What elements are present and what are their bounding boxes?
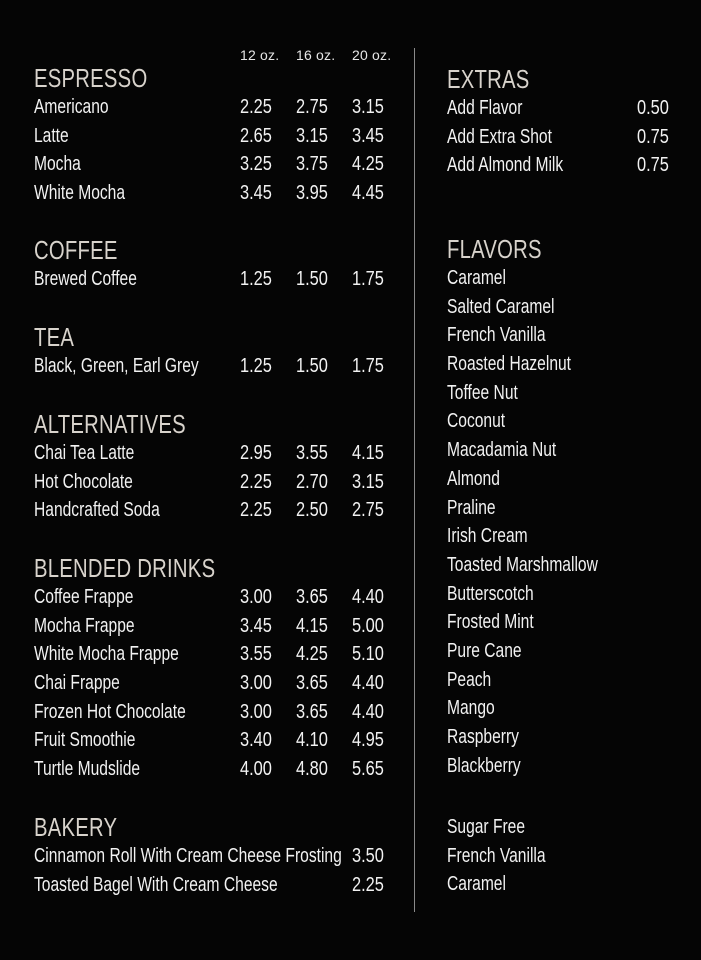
menu-item bbox=[34, 698, 394, 727]
price-12oz: 3.25 bbox=[240, 153, 272, 176]
item-name: Fruit Smoothie bbox=[34, 729, 136, 752]
item-name: Toffee Nut bbox=[447, 381, 518, 404]
section-title: BLENDED DRINKS bbox=[34, 553, 216, 583]
item-list bbox=[447, 813, 677, 899]
section-title: COFFEE bbox=[34, 235, 118, 265]
menu-item bbox=[447, 870, 677, 899]
item-name: Chai Tea Latte bbox=[34, 442, 135, 464]
menu-item bbox=[447, 264, 677, 293]
price-20oz: 4.40 bbox=[352, 700, 384, 723]
menu-item bbox=[34, 93, 394, 122]
section-blended-drinks bbox=[34, 553, 394, 784]
price-12oz: 2.95 bbox=[240, 442, 272, 464]
price-16oz: 3.95 bbox=[296, 182, 328, 205]
item-name: Blackberry bbox=[447, 754, 521, 777]
price-16oz: 2.50 bbox=[296, 499, 328, 522]
item-name: Toasted Bagel With Cream Cheese bbox=[34, 873, 278, 896]
item-name: Toasted Marshmallow bbox=[447, 553, 598, 576]
price-20oz: 4.15 bbox=[352, 442, 384, 464]
menu-item bbox=[34, 265, 394, 294]
price-12oz: 3.40 bbox=[240, 729, 272, 752]
size-16oz: 16 oz. bbox=[296, 47, 336, 63]
price-20oz: 3.15 bbox=[352, 96, 384, 118]
item-list bbox=[34, 439, 394, 525]
price-12oz: 2.25 bbox=[240, 470, 272, 493]
menu-item bbox=[447, 436, 677, 465]
price-20oz: 4.95 bbox=[352, 729, 384, 752]
item-name: Brewed Coffee bbox=[34, 268, 137, 290]
price-20oz: 4.25 bbox=[352, 153, 384, 176]
item-name: Praline bbox=[447, 496, 496, 519]
price-16oz: 3.75 bbox=[296, 153, 328, 176]
section-coffee bbox=[34, 235, 394, 294]
item-list bbox=[34, 583, 394, 784]
menu-item bbox=[447, 637, 677, 666]
item-price: 2.25 bbox=[352, 873, 384, 896]
section-title: BAKERY bbox=[34, 812, 118, 842]
section-title: EXTRAS bbox=[447, 64, 530, 94]
price-12oz: 3.00 bbox=[240, 586, 272, 608]
item-name: Hot Chocolate bbox=[34, 470, 133, 493]
item-name: Salted Caramel bbox=[447, 295, 555, 318]
section-alternatives bbox=[34, 409, 394, 525]
item-name: Mango bbox=[447, 697, 495, 720]
section-bakery bbox=[34, 812, 394, 899]
menu-item bbox=[34, 583, 394, 612]
menu-item bbox=[34, 669, 394, 698]
price-16oz: 4.25 bbox=[296, 643, 328, 666]
price-12oz: 2.25 bbox=[240, 96, 272, 118]
menu-item bbox=[447, 580, 677, 609]
section-espresso bbox=[34, 63, 394, 208]
menu-item bbox=[447, 379, 677, 408]
section-title: FLAVORS bbox=[447, 234, 542, 264]
item-name: White Mocha bbox=[34, 182, 126, 205]
menu-item bbox=[34, 122, 394, 151]
item-price: 0.75 bbox=[637, 154, 669, 177]
price-20oz: 1.75 bbox=[352, 268, 384, 290]
menu-item bbox=[447, 522, 677, 551]
item-name: Add Flavor bbox=[447, 97, 523, 119]
menu-item bbox=[34, 755, 394, 784]
price-16oz: 1.50 bbox=[296, 268, 328, 290]
menu-item bbox=[34, 612, 394, 641]
item-list bbox=[34, 842, 394, 899]
menu-item bbox=[34, 640, 394, 669]
item-name: Add Almond Milk bbox=[447, 154, 564, 177]
item-list bbox=[34, 352, 394, 381]
menu-item bbox=[447, 494, 677, 523]
menu-item bbox=[447, 407, 677, 436]
item-name: French Vanilla bbox=[447, 324, 546, 347]
item-name: Turtle Mudslide bbox=[34, 758, 141, 781]
menu-item bbox=[447, 752, 677, 781]
price-16oz: 2.75 bbox=[296, 96, 328, 118]
item-name: Add Extra Shot bbox=[447, 125, 552, 148]
item-price: 0.75 bbox=[637, 125, 669, 148]
menu-item bbox=[34, 496, 394, 525]
price-12oz: 4.00 bbox=[240, 758, 272, 781]
menu-item bbox=[447, 813, 677, 842]
price-16oz: 3.15 bbox=[296, 124, 328, 147]
menu-item bbox=[447, 123, 677, 152]
menu-item bbox=[447, 321, 677, 350]
price-20oz: 1.75 bbox=[352, 355, 384, 377]
menu-item bbox=[34, 179, 394, 208]
item-name: Caramel bbox=[447, 873, 506, 896]
price-16oz: 3.65 bbox=[296, 700, 328, 723]
item-name: Chai Frappe bbox=[34, 672, 120, 695]
item-name: Cinnamon Roll With Cream Cheese Frosting bbox=[34, 845, 342, 867]
price-20oz: 3.15 bbox=[352, 470, 384, 493]
section-tea bbox=[34, 322, 394, 381]
menu-item bbox=[447, 151, 677, 180]
menu-item bbox=[34, 352, 394, 381]
section-sugar-free bbox=[447, 813, 677, 899]
price-16oz: 4.80 bbox=[296, 758, 328, 781]
item-name: Butterscotch bbox=[447, 582, 534, 605]
menu-item bbox=[34, 468, 394, 497]
price-12oz: 1.25 bbox=[240, 268, 272, 290]
item-name: Roasted Hazelnut bbox=[447, 353, 572, 376]
item-name: Mocha bbox=[34, 153, 81, 176]
menu-item bbox=[447, 551, 677, 580]
price-16oz: 3.65 bbox=[296, 586, 328, 608]
item-list bbox=[447, 264, 677, 780]
price-20oz: 4.40 bbox=[352, 672, 384, 695]
price-16oz: 4.10 bbox=[296, 729, 328, 752]
price-12oz: 3.55 bbox=[240, 643, 272, 666]
item-list bbox=[447, 94, 677, 180]
section-title: ALTERNATIVES bbox=[34, 409, 186, 439]
price-16oz: 1.50 bbox=[296, 355, 328, 377]
section-flavors bbox=[447, 234, 677, 780]
item-name: Raspberry bbox=[447, 726, 519, 748]
item-list bbox=[34, 93, 394, 208]
item-name: Frozen Hot Chocolate bbox=[34, 700, 186, 723]
item-name: Americano bbox=[34, 96, 109, 118]
price-12oz: 3.45 bbox=[240, 182, 272, 205]
price-20oz: 5.65 bbox=[352, 758, 384, 781]
item-name: Pure Cane bbox=[447, 639, 522, 662]
item-name: White Mocha Frappe bbox=[34, 643, 179, 666]
item-name: Latte bbox=[34, 124, 69, 147]
item-list bbox=[34, 265, 394, 294]
price-16oz: 4.15 bbox=[296, 614, 328, 637]
menu-item bbox=[447, 94, 677, 123]
item-name: Almond bbox=[447, 467, 500, 490]
size-20oz: 20 oz. bbox=[352, 47, 392, 63]
item-name: Coconut bbox=[447, 410, 506, 433]
menu-item bbox=[447, 293, 677, 322]
item-name: Handcrafted Soda bbox=[34, 499, 160, 522]
price-16oz: 2.70 bbox=[296, 470, 328, 493]
item-name: Frosted Mint bbox=[447, 611, 534, 634]
item-name: Mocha Frappe bbox=[34, 614, 135, 637]
size-12oz: 12 oz. bbox=[240, 47, 280, 63]
price-20oz: 4.45 bbox=[352, 182, 384, 205]
price-20oz: 5.00 bbox=[352, 614, 384, 637]
menu-item bbox=[447, 666, 677, 695]
section-extras bbox=[447, 64, 677, 180]
menu-item bbox=[447, 350, 677, 379]
menu-item bbox=[447, 694, 677, 723]
menu-item bbox=[447, 465, 677, 494]
item-name: Macadamia Nut bbox=[447, 439, 557, 462]
menu-item bbox=[34, 439, 394, 468]
price-12oz: 2.25 bbox=[240, 499, 272, 522]
menu-item bbox=[447, 723, 677, 752]
menu-item bbox=[34, 726, 394, 755]
menu-item bbox=[447, 842, 677, 871]
price-12oz: 3.45 bbox=[240, 614, 272, 637]
price-12oz: 3.00 bbox=[240, 700, 272, 723]
item-name: Caramel bbox=[447, 267, 506, 289]
item-name: Sugar Free bbox=[447, 816, 526, 838]
menu-item bbox=[34, 842, 394, 871]
item-price: 0.50 bbox=[637, 97, 669, 119]
price-20oz: 2.75 bbox=[352, 499, 384, 522]
menu-item bbox=[34, 150, 394, 179]
price-12oz: 2.65 bbox=[240, 124, 272, 147]
section-title: ESPRESSO bbox=[34, 63, 148, 93]
menu-item bbox=[447, 608, 677, 637]
item-name: Black, Green, Earl Grey bbox=[34, 355, 199, 377]
price-12oz: 1.25 bbox=[240, 355, 272, 377]
price-16oz: 3.55 bbox=[296, 442, 328, 464]
column-divider bbox=[414, 48, 415, 912]
price-12oz: 3.00 bbox=[240, 672, 272, 695]
item-name: Irish Cream bbox=[447, 525, 528, 548]
item-name: Coffee Frappe bbox=[34, 586, 134, 608]
section-title: TEA bbox=[34, 322, 75, 352]
item-name: Peach bbox=[447, 668, 492, 691]
item-price: 3.50 bbox=[352, 845, 384, 867]
price-20oz: 5.10 bbox=[352, 643, 384, 666]
price-16oz: 3.65 bbox=[296, 672, 328, 695]
price-20oz: 3.45 bbox=[352, 124, 384, 147]
price-20oz: 4.40 bbox=[352, 586, 384, 608]
menu-item bbox=[34, 871, 394, 900]
item-name: French Vanilla bbox=[447, 844, 546, 867]
